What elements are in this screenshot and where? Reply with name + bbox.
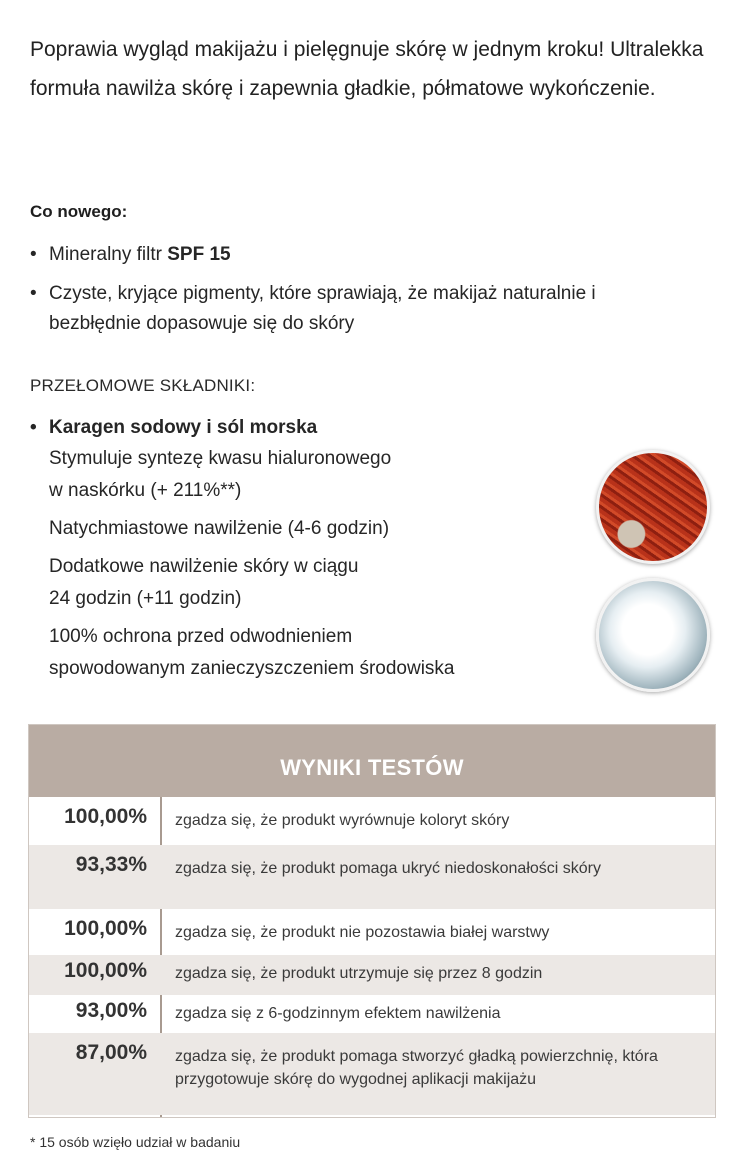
bullet-icon: • [30,417,37,438]
test-results-title: WYNIKI TESTÓW [29,725,715,797]
whats-new-list [30,240,670,348]
result-description: zgadza się, że produkt wyrównuje koloryt skóry [175,812,510,829]
result-percentage: 87,00% [75,1041,147,1064]
result-percentage: 93,33% [75,853,147,876]
ingredient-name-row [30,413,590,443]
ingredient-block [30,413,590,685]
benefit-line: Stymuluje syntezę kwasu hialuronowego [49,448,392,469]
table-row [29,955,715,995]
benefit-line: Dodatkowe nawilżenie skóry w ciągu [49,556,359,577]
result-description: zgadza się, że produkt pomaga stworzyć gładką powierzchnię, która przygotowuje skórę do wygodnej aplikacji makijażu [175,1048,658,1088]
benefit-line: spowodowanym zanieczyszczeniem środowiska [49,658,455,679]
result-percentage: 100,00% [64,805,147,828]
table-row [29,1033,715,1115]
result-percentage: 100,00% [64,959,147,982]
table-row [29,995,715,1033]
result-percentage: 100,00% [64,917,147,940]
benefit-line: Natychmiastowe nawilżenie (4-6 godzin) [49,518,390,539]
result-description: zgadza się z 6-godzinnym efektem nawilżenia [175,1005,501,1022]
footnote: * 15 osób wzięło udział w badaniu [30,1134,241,1150]
list-item [30,240,670,270]
list-item-bold: SPF 15 [167,244,231,265]
benefit-line: 100% ochrona przed odwodnieniem [49,626,353,647]
bullet-icon: • [30,283,37,304]
table-row [29,909,715,955]
sea-salt-photo [596,578,710,692]
test-results-table [28,724,716,1118]
seaweed-photo [596,450,710,564]
result-description: zgadza się, że produkt pomaga ukryć niedoskonałości skóry [175,860,601,877]
list-item-text: Czyste, kryjące pigmenty, które sprawiają, że makijaż naturalnie i bezbłędnie dopasowuje się do skóry [49,283,596,334]
list-item [30,279,670,339]
result-description: zgadza się, że produkt nie pozostawia białej warstwy [175,924,550,941]
whats-new-title: Co nowego: [30,202,128,221]
ingredient-name: Karagen sodowy i sól morska [49,417,318,438]
intro-paragraph: Poprawia wygląd makijażu i pielęgnuje skórę w jednym kroku! Ultralekka formuła nawilża skórę i zapewnia gładkie, półmatowe wykończenie. [30,38,704,100]
bullet-icon: • [30,244,37,265]
list-item-text: Mineralny filtr [49,244,168,265]
result-percentage: 93,00% [75,999,147,1022]
result-description: zgadza się, że produkt utrzymuje się przez 8 godzin [175,965,543,982]
benefit-line: 24 godzin (+11 godzin) [49,588,242,609]
benefit-line: w naskórku (+ 211%**) [49,480,242,501]
table-row [29,845,715,909]
table-row [29,797,715,845]
ingredients-title: PRZEŁOMOWE SKŁADNIKI: [30,376,256,395]
